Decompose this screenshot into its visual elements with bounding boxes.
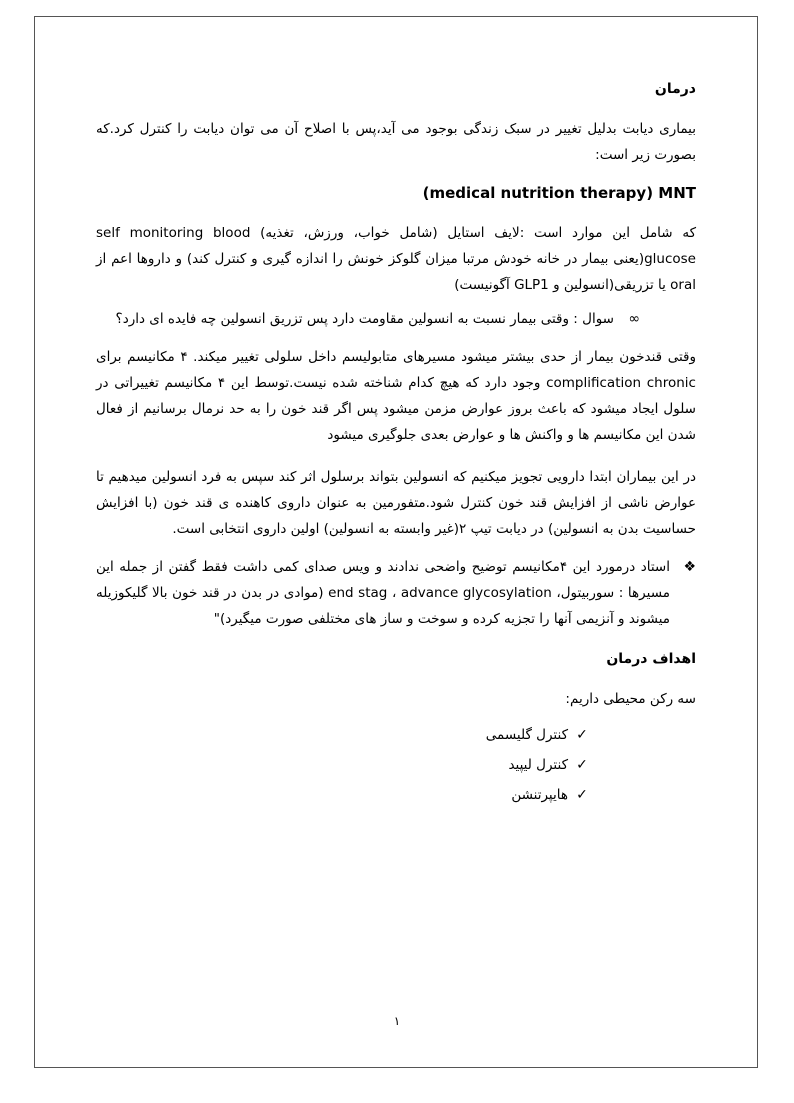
infinity-icon: ∞ (628, 311, 640, 327)
goals-list (96, 720, 696, 810)
goal-item (96, 720, 596, 750)
goal-item (96, 750, 596, 780)
heading-treatment: درمان (654, 81, 696, 97)
goal-label: کنترل لیپید (508, 757, 568, 773)
question-item (96, 306, 696, 332)
checkmark-icon: ✓ (576, 727, 588, 743)
paragraph-intro: بیماری دیابت بدلیل تغییر در سبک زندگی بوجود می آید،پس با اصلاح آن می توان دیابت را کنترل کرد.که بصورت زیر است: (96, 121, 696, 163)
goals-intro: سه رکن محیطی داریم: (565, 691, 696, 707)
checkmark-icon: ✓ (576, 787, 588, 803)
goal-label: هایپرتنشن (511, 787, 568, 803)
heading-goals: اهداف درمان (606, 651, 696, 667)
goal-item (96, 780, 596, 810)
diamond-bullet-icon: ❖ (683, 559, 696, 575)
checkmark-icon: ✓ (576, 757, 588, 773)
page-number: ۱ (393, 1014, 401, 1028)
note-text: استاد درمورد این ۴مکانیسم توضیح واضحی ندادند و ویس صدای کمی داشت فقط گفتن از جمله این مسیرها : سوربیتول، end stag ، advance glycosylation (موادی در بدن در قند خون بالا گلیکوزیله میشوند و آنزیمی آنها را تجزیه کرده و سوخت و ساز های مختلفی صورت میگیرد)" (96, 559, 670, 627)
question-text: سوال : وقتی بیمار نسبت به انسولین مقاومت دارد پس تزریق انسولین چه فایده ای دارد؟ (115, 311, 614, 327)
paragraph-mnt: که شامل این موارد است :لایف استایل (شامل خواب، ورزش، تغذیه) self monitoring blood glucose(یعنی بیمار در خانه خودش مرتبا میزان گلوکز خونش را اندازه گیری و کنترل کند) و داروها اعم از oral یا تزریقی(انسولین و GLP1 آگونیست) (96, 225, 696, 293)
paragraph-blood-sugar: وقتی قندخون بیمار از حدی بیشتر میشود مسیرهای متابولیسم داخل سلولی تغییر میکند. ۴ مکانیسم برای complification chronic وجود دارد که هیچ کدام شناخته شده نیست.توسط این ۴ مکانیسم تغییراتی در سلول ایجاد میشود که باعث بروز عوارض مزمن میشود پس اگر قند خون را به حد نرمال برسانیم از فعال شدن این مکانیسم ها و واکنش ها و عوارض بعدی جلوگیری میشود (96, 349, 696, 443)
goal-label: کنترل گلیسمی (485, 727, 568, 743)
heading-mnt: (medical nutrition therapy) MNT (422, 184, 696, 202)
paragraph-drugs: در این بیماران ابتدا دارویی تجویز میکنیم که انسولین بتواند برسلول اثر کند سپس به فرد انسولین میدهیم تا عوارض ناشی از افزایش قند خون کنترل شود.متفورمین به عنوان داروی کاهنده ی قند خون (با افزایش حساسیت بدن به انسولین) در دیابت تیپ ۲(غیر وابسته به انسولین) اولین داروی انتخابی است. (96, 469, 696, 537)
document-body (96, 76, 696, 810)
note-item (96, 554, 696, 632)
